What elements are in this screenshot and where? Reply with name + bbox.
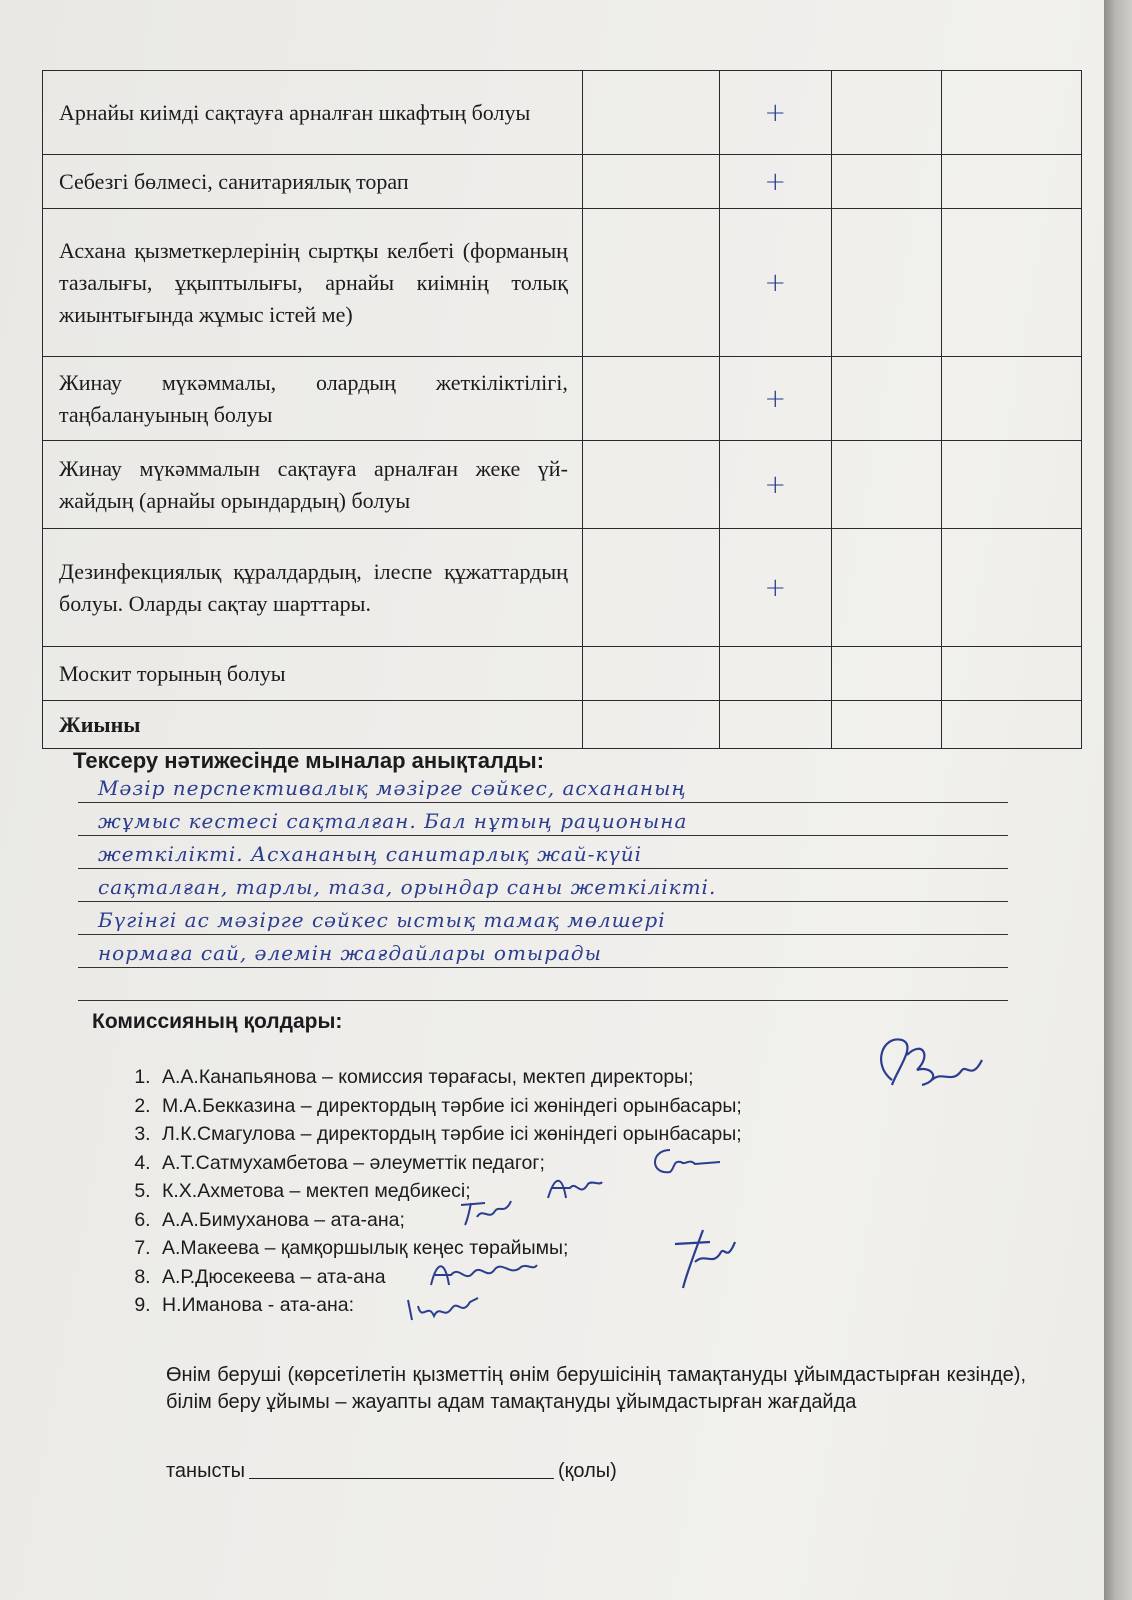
row-description: Дезинфекциялық құралдардың, ілеспе құжаттардың болуы. Оларды сақтау шарттары. <box>43 529 583 647</box>
signature <box>402 1292 482 1328</box>
plus-mark: + <box>764 469 787 500</box>
member-item: 5. К.Х.Ахметова – мектеп медбикесі; <box>156 1177 742 1206</box>
signature-director <box>862 1025 992 1105</box>
table-row <box>43 155 1082 209</box>
handwritten-line: сақталған, тарлы, таза, орындар саны жеткілікті. <box>78 869 1008 902</box>
plus-mark: + <box>764 166 787 197</box>
member-item: 4. А.Т.Сатмухамбетова – әлеуметтік педагог; <box>156 1149 742 1178</box>
acknowledgement-line <box>166 1460 617 1483</box>
handwritten-line: Мәзір перспективалық мәзірге сәйкес, асхананың <box>78 770 1008 803</box>
handwritten-line <box>78 968 1008 1001</box>
signature <box>645 1140 725 1180</box>
findings-title: Тексеру нәтижесінде мыналар анықталды: <box>73 748 545 773</box>
sign-label: (қолы) <box>558 1460 617 1482</box>
acknowledgement-notice: Өнім беруші (көрсетілетін қызметтің өнім берушісінің тамақтануды ұйымдастырған кезінде), білім беру ұйымы – жауапты адам тамақтануды ұйымдастырған жағдайда <box>166 1364 1026 1413</box>
plus-mark: + <box>764 267 787 298</box>
plus-mark: + <box>764 97 787 128</box>
row-description: Асхана қызметкерлерінің сыртқы келбеті (форманың тазалығы, ұқыптылығы, арнайы киімнің толық жиынтығында жұмыс істей ме) <box>43 209 583 357</box>
page-edge <box>1104 0 1132 1600</box>
table-row <box>43 441 1082 529</box>
handwritten-line: жұмыс кестесі сақталған. Бал нұтың рационына <box>78 803 1008 836</box>
commission-title: Комиссияның қолдары: <box>92 1010 343 1033</box>
total-row-label: Жиыны <box>43 701 583 749</box>
plus-mark: + <box>764 383 787 414</box>
table-row <box>43 357 1082 441</box>
handwritten-line: Бүгінгі ас мәзірге сәйкес ыстық тамақ мөлшері <box>78 902 1008 935</box>
inspection-table <box>42 70 1082 749</box>
ack-label: танысты <box>166 1460 246 1482</box>
signature <box>455 1195 515 1229</box>
row-description: Арнайы киімді сақтауға арналған шкафтың болуы <box>43 71 583 155</box>
handwritten-line: нормаға сай, әлемін жағдайлары отырады <box>78 935 1008 968</box>
table-row <box>43 701 1082 749</box>
table-row <box>43 71 1082 155</box>
findings-handwriting <box>78 770 1008 1001</box>
signature <box>540 1170 610 1206</box>
member-item: 7. А.Макеева – қамқоршылық кеңес төрайымы; <box>156 1234 742 1263</box>
table-row <box>43 529 1082 647</box>
row-description: Жинау мүкәммалы, олардың жеткіліктілігі, таңбалануының болуы <box>43 357 583 441</box>
row-description: Москит торының болуы <box>43 647 583 701</box>
member-item: 1. А.А.Канапьянова – комиссия төрағасы, мектеп директоры; <box>156 1063 742 1092</box>
signature <box>425 1255 540 1291</box>
member-item: 9. Н.Иманова - ата-ана: <box>156 1291 742 1320</box>
plus-mark: + <box>764 572 787 603</box>
table-row <box>43 647 1082 701</box>
member-item: 3. Л.К.Смагулова – директордың тәрбие ісі жөніндегі орынбасары; <box>156 1120 742 1149</box>
row-description: Себезгі бөлмесі, санитариялық торап <box>43 155 583 209</box>
table-row <box>43 209 1082 357</box>
signature-blank <box>249 1478 554 1479</box>
handwritten-line: жеткілікті. Асхананың санитарлық жай-күйі <box>78 836 1008 869</box>
row-description: Жинау мүкәммалын сақтауға арналған жеке үй-жайдың (арнайы орындардың) болуы <box>43 441 583 529</box>
member-item: 8. А.Р.Дюсекеева – ата-ана <box>156 1263 742 1292</box>
member-item: 2. М.А.Бекказина – директордың тәрбие ісі жөніндегі орынбасары; <box>156 1092 742 1121</box>
signature <box>665 1222 745 1292</box>
member-item: 6. А.А.Бимуханова – ата-ана; <box>156 1206 742 1235</box>
